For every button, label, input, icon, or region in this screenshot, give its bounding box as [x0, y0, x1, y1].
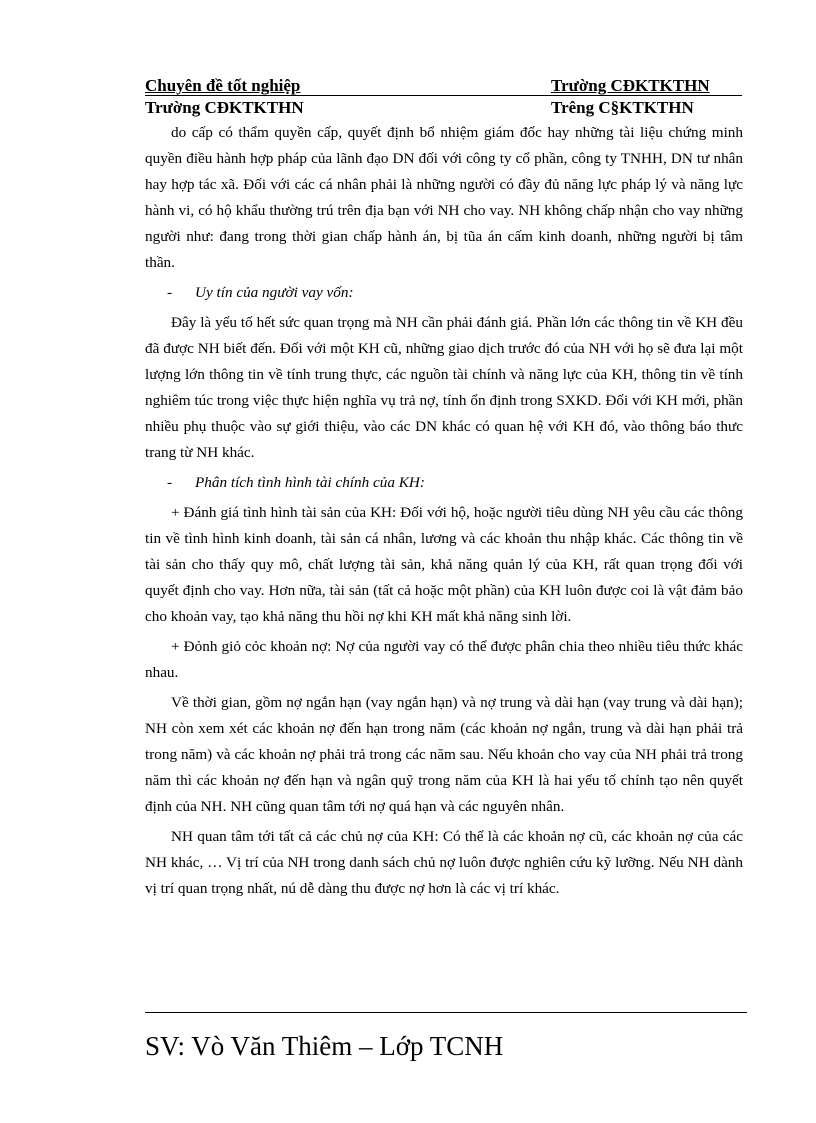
- paragraph-asset-evaluation: + Đánh giá tình hình tài sản của KH: Đối với hộ, hoặc người tiêu dùng NH yêu cầu các thông tin về tình hình kinh doanh, tài sản cá nhân, lương và các khoản thu nhập khác. Các thông tin về tài sản cho thấy quy mô, chất lượng tài sản, khả năng quản lý của KH, rất quan trọng đối với quyết định cho vay. Hơn nữa, tài sản (tất cả hoặc một phần) của KH luôn được coi là vật đảm bảo cho khoản vay, tạo khả năng thu hồi nợ khi KH mất khả năng sinh lời.: [145, 504, 743, 625]
- paragraph-reputation: Đây là yếu tố hết sức quan trọng mà NH cần phải đánh giá. Phần lớn các thông tin về KH đều đã được NH biết đến. Đối với một KH cũ, những giao dịch trước đó của NH với họ sẽ đưa lại một lượng lớn thông tin về tính trung thực, các nguồn tài chính và năng lực của KH, thông tin về tính nghiêm túc trong việc thực hiện nghĩa vụ trả nợ, tính ổn định trong SXKD. Đối với KH mới, phần nhiều phụ thuộc vào sự giới thiệu, vào các DN khác có quan hệ với KH đó, vào thông báo thưc trang từ NH khác.: [145, 314, 743, 461]
- paragraph-debt-evaluation: + Đỏnh giỏ cỏc khoản nợ: Nợ của người vay có thể được phân chia theo nhiều tiêu thức khác nhau.: [145, 638, 743, 681]
- header-divider: [145, 95, 742, 96]
- bullet-heading: Phân tích tình hình tài chính của KH:: [195, 474, 425, 491]
- paragraph-borrower-legal-capacity: do cấp có thẩm quyền cấp, quyết định bổ nhiệm giám đốc hay những tài liệu chứng minh quyền điều hành hợp pháp của lãnh đạo DN đối với công ty cổ phần, công ty TNHH, DN tư nhân hay hợp tác xã. Đối với các cá nhân phải là những người có đầy đủ năng lực pháp lý và năng lực hành vi, có hộ khẩu thường trú trên địa bạn với NH cho vay. NH không chấp nhận cho vay những người như: đang trong thời gian chấp hành án, bị tũa án cấm kinh doanh, những người bị tâm thần.: [145, 124, 743, 271]
- paragraph-creditors: NH quan tâm tới tất cả các chủ nợ của KH: Có thể là các khoản nợ cũ, các khoản nợ của các NH khác, … Vị trí của NH trong danh sách chủ nợ luôn được nghiên cứu kỹ lưỡng. Nếu NH dành vị trí quan trọng nhất, nú dễ dàng thu được nợ hơn là các vị trí khác.: [145, 828, 743, 897]
- header-school-name-legacy-font: Trêng C§KTKTHN: [551, 98, 694, 117]
- bullet-borrower-reputation: [145, 280, 743, 306]
- paragraph-debt-time: Về thời gian, gồm nợ ngắn hạn (vay ngắn hạn) và nợ trung và dài hạn (vay trung và dài hạn); NH còn xem xét các khoản nợ đến hạn trong năm (các khoản nợ ngắn, trung và dài hạn phải trả trong năm) và các khoản nợ phải trả trong các năm sau. Nếu khoản cho vay của NH phải trả trong năm thì các khoản nợ đến hạn và ngân quỹ trong năm của KH là hai yếu tố chính tạo nên quyết định của NH. NH cũng quan tâm tới nợ quá hạn và các nguyên nhân.: [145, 694, 743, 815]
- document-body: [145, 120, 743, 902]
- bullet-dash: -: [167, 284, 173, 301]
- header-school-name: Trường CĐKTKTHN: [551, 76, 710, 95]
- footer-divider: [145, 1012, 747, 1013]
- header-document-type: Chuyên đề tốt nghiệp: [145, 76, 301, 95]
- header-school-name-secondary: Trường CĐKTKTHN: [145, 98, 304, 117]
- bullet-financial-analysis: [145, 470, 743, 496]
- bullet-dash: -: [167, 474, 173, 491]
- page-footer-student: SV: Vò Văn Thiêm – Lớp TCNH: [145, 1031, 504, 1061]
- bullet-heading: Uy tín của người vay vốn:: [195, 284, 354, 301]
